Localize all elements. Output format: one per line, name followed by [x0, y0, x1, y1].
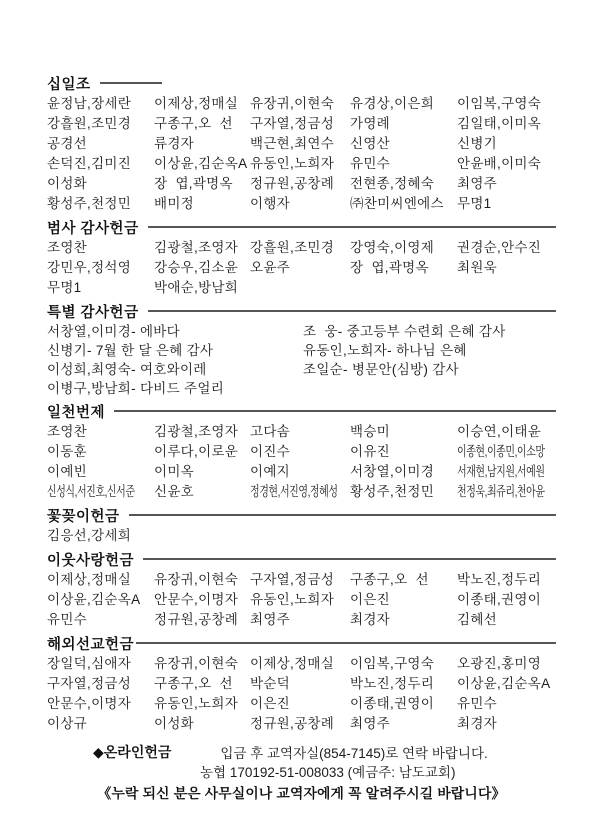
offering-name-cell: 조영찬	[47, 240, 88, 255]
offering-name-cell: 이종현,이종민,이소망	[457, 444, 545, 459]
offering-name-cell: 강영숙,이영제	[350, 240, 435, 255]
offering-name-cell: 유동인,노희자	[250, 592, 335, 607]
offering-name-cell: 손덕진,김미진	[47, 156, 132, 171]
offering-name-cell: 최영주	[457, 176, 498, 191]
offering-name-cell	[250, 278, 350, 298]
offering-name-cell: 이종태,권영이	[350, 696, 435, 711]
offering-name-cell: 이동훈	[47, 444, 88, 459]
offering-name-cell: 류경자	[154, 136, 195, 151]
offering-name-cell: 강승우,김소윤	[154, 260, 239, 275]
name-grid	[47, 654, 556, 734]
offering-name-cell: 강흘원,조민경	[47, 116, 132, 131]
offering-name-cell: 최영주	[250, 612, 291, 627]
offering-name-cell: 구자열,정금성	[250, 116, 335, 131]
bank-account-info: 농협 170192-51-008033 (예금주: 남도교회)	[200, 765, 456, 780]
offering-name-cell: 서재현,남지원,서예원	[457, 464, 545, 479]
section-flower-offering	[47, 505, 556, 546]
offering-entry-cell: 이병구,방남희- 다비드 주얼리	[47, 381, 225, 396]
name-grid	[47, 526, 556, 546]
offering-name-cell: 박노진,정두리	[350, 676, 435, 691]
offering-name-cell: 김광철,조영자	[154, 424, 239, 439]
offering-name-cell: 김응선,강세희	[47, 528, 132, 543]
offering-name-cell: 신성식,서진호,신서준	[47, 484, 135, 499]
offering-lists	[47, 73, 556, 805]
offering-entry-cell: 신병기- 7월 한 달 은혜 감사	[47, 343, 214, 358]
section-header	[47, 217, 556, 237]
offering-name-cell: 최경자	[350, 612, 391, 627]
offering-entry-cell: 유동인,노희자- 하나님 은혜	[303, 343, 467, 358]
section-overseas-mission-offering	[47, 633, 556, 734]
offering-name-cell: 이행자	[250, 196, 291, 211]
offering-name-cell: 유동인,노희자	[250, 156, 335, 171]
offering-name-cell: 이상윤,김순옥A	[154, 156, 248, 171]
offering-name-cell: 장일덕,심애자	[47, 656, 132, 671]
name-grid	[47, 238, 556, 298]
section-rule	[143, 558, 556, 560]
section-title: 특별 감사헌금	[47, 304, 139, 321]
name-grid	[47, 94, 556, 214]
offering-name-cell: 박애순,방남희	[154, 280, 239, 295]
section-title: 범사 감사헌금	[47, 220, 139, 237]
offering-name-cell: 이종태,권영이	[457, 592, 542, 607]
offering-name-cell: 장 엽,곽명옥	[350, 260, 429, 275]
offering-name-cell: 김일태,이미옥	[457, 116, 542, 131]
offering-name-cell: 유장귀,이현숙	[154, 656, 239, 671]
offering-name-cell: 이예빈	[47, 464, 88, 479]
offering-name-cell: 가영례	[350, 116, 391, 131]
offering-name-cell: 권경순,안수진	[457, 240, 542, 255]
section-rule	[148, 310, 556, 312]
offering-name-cell: 김혜선	[457, 612, 498, 627]
offering-name-cell: 공경선	[47, 136, 88, 151]
offering-name-cell: 이제상,정매실	[154, 96, 239, 111]
name-grid	[47, 322, 556, 398]
offering-name-cell: 이승연,이태윤	[457, 424, 542, 439]
offering-name-cell: 오광진,홍미영	[457, 656, 542, 671]
section-rule	[100, 82, 162, 84]
offering-name-cell	[350, 278, 457, 298]
section-title: 해외선교헌금	[47, 636, 135, 653]
offering-name-cell: 이제상,정매실	[47, 572, 132, 587]
offering-name-cell: 이루다,이로운	[154, 444, 239, 459]
offering-name-cell: 무명1	[457, 196, 492, 211]
offering-name-cell: 이유진	[350, 444, 391, 459]
offering-name-cell: 이예지	[250, 464, 291, 479]
offering-name-cell: 강민우,정석영	[47, 260, 132, 275]
deposit-contact-note: 입금 후 교역자실(854-7145)로 연락 바랍니다.	[220, 745, 488, 761]
offering-name-cell: 이성화	[47, 176, 88, 191]
section-title: 이웃사랑헌금	[47, 552, 135, 569]
offering-name-cell	[457, 278, 556, 298]
offering-name-cell: ㈜찬미씨엔에스	[350, 196, 444, 211]
offering-name-cell: 이제상,정매실	[250, 656, 335, 671]
section-thousand-offering	[47, 401, 556, 502]
offering-name-cell: 이은진	[250, 696, 291, 711]
offering-name-cell: 이미옥	[154, 464, 195, 479]
section-title: 일천번제	[47, 404, 106, 421]
offering-name-cell: 이임복,구영숙	[457, 96, 542, 111]
offering-name-cell: 구자열,정금성	[250, 572, 335, 587]
offering-name-cell: 정규원,공창례	[154, 612, 239, 627]
offering-name-cell: 백승미	[350, 424, 391, 439]
offering-name-cell: 조영찬	[47, 424, 88, 439]
online-offering-label: ◆온라인헌금	[93, 743, 172, 760]
section-header	[47, 633, 556, 653]
offering-name-cell: 최원욱	[457, 260, 498, 275]
offering-name-cell: 이상윤,김순옥A	[457, 676, 551, 691]
offering-name-cell: 구종구,오 선	[350, 572, 429, 587]
offering-name-cell: 이상윤,김순옥A	[47, 592, 141, 607]
offering-name-cell: 안문수,이명자	[154, 592, 239, 607]
offering-name-cell: 천정욱,최쥬리,천아윤	[457, 484, 545, 499]
offering-name-cell: 박노진,정두리	[457, 572, 542, 587]
offering-name-cell: 무명1	[47, 280, 82, 295]
section-neighbor-love-offering	[47, 549, 556, 630]
offering-name-cell: 구자열,정금성	[47, 676, 132, 691]
offering-name-cell: 최경자	[457, 716, 498, 731]
section-rule	[114, 410, 556, 412]
offering-name-cell: 백근현,최연수	[250, 136, 335, 151]
offering-entry-cell: 서창열,이미경- 에바다	[47, 324, 180, 339]
offering-name-cell: 오윤주	[250, 260, 291, 275]
section-rule	[136, 642, 556, 644]
offering-name-cell: 김광철,조영자	[154, 240, 239, 255]
offering-name-cell: 황성주,천정민	[47, 196, 132, 211]
offering-name-cell: 유장귀,이현숙	[154, 572, 239, 587]
offering-entry-cell: 이성희,최영숙- 여호와이레	[47, 362, 207, 377]
section-header	[47, 549, 556, 569]
offering-name-cell: 이임복,구영숙	[350, 656, 435, 671]
offering-name-cell: 박순덕	[250, 676, 291, 691]
offering-name-cell: 이성화	[154, 716, 195, 731]
offering-name-cell: 유민수	[47, 612, 88, 627]
offering-name-cell: 최영주	[350, 716, 391, 731]
offering-name-cell: 정경현,서진영,정혜성	[250, 484, 338, 499]
offering-name-cell: 강흘원,조민경	[250, 240, 335, 255]
section-title: 꽃꽂이헌금	[47, 508, 120, 525]
offering-name-cell: 서창열,이미경	[350, 464, 435, 479]
offering-name-cell: 이은진	[350, 592, 391, 607]
offering-name-cell: 전현종,정혜숙	[350, 176, 435, 191]
offering-name-cell: 고다솜	[250, 424, 291, 439]
section-header	[47, 401, 556, 421]
offering-name-cell: 유민수	[350, 156, 391, 171]
offering-name-cell: 안윤배,이미숙	[457, 156, 542, 171]
offering-entry-cell: 조일순- 병문안(심방) 감사	[303, 362, 459, 377]
section-tithe	[47, 73, 556, 214]
offering-name-cell: 유경상,이은희	[350, 96, 435, 111]
offering-entry-cell: 조 웅- 중고등부 수련회 은혜 감사	[303, 324, 506, 339]
section-rule	[129, 514, 556, 516]
name-grid	[47, 422, 556, 502]
offering-name-cell: 신윤호	[154, 484, 195, 499]
offering-name-cell: 황성주,천정민	[350, 484, 435, 499]
online-offering-footer	[47, 741, 556, 805]
section-rule	[148, 226, 556, 228]
omission-notice: 《누락 되신 분은 사무실이나 교역자에게 꼭 알려주시길 바랍니다》	[97, 786, 506, 801]
offering-entry-cell	[303, 379, 556, 398]
offering-name-cell: 신영산	[350, 136, 391, 151]
section-thanksgiving	[47, 217, 556, 298]
offering-name-cell: 안문수,이명자	[47, 696, 132, 711]
offering-name-cell: 유민수	[457, 696, 498, 711]
offering-name-cell: 이상규	[47, 716, 88, 731]
section-header	[47, 73, 556, 93]
offering-name-cell: 구종구,오 선	[154, 116, 233, 131]
offering-name-cell: 유장귀,이현숙	[250, 96, 335, 111]
section-special-thanksgiving	[47, 301, 556, 398]
offering-name-cell: 장 엽,곽명옥	[154, 176, 233, 191]
online-offering-line	[47, 741, 556, 762]
section-header	[47, 505, 556, 525]
offering-name-cell: 정규원,공창례	[250, 176, 335, 191]
offering-name-cell: 윤정남,장세란	[47, 96, 132, 111]
section-header	[47, 301, 556, 321]
offering-name-cell: 이진수	[250, 444, 291, 459]
offering-name-cell: 구종구,오 선	[154, 676, 233, 691]
offering-name-cell: 정규원,공창례	[250, 716, 335, 731]
offering-name-cell: 신병기	[457, 136, 498, 151]
offering-name-cell: 유동인,노희자	[154, 696, 239, 711]
section-title: 십일조	[47, 76, 91, 93]
name-grid	[47, 570, 556, 630]
offering-name-cell: 배미정	[154, 196, 195, 211]
